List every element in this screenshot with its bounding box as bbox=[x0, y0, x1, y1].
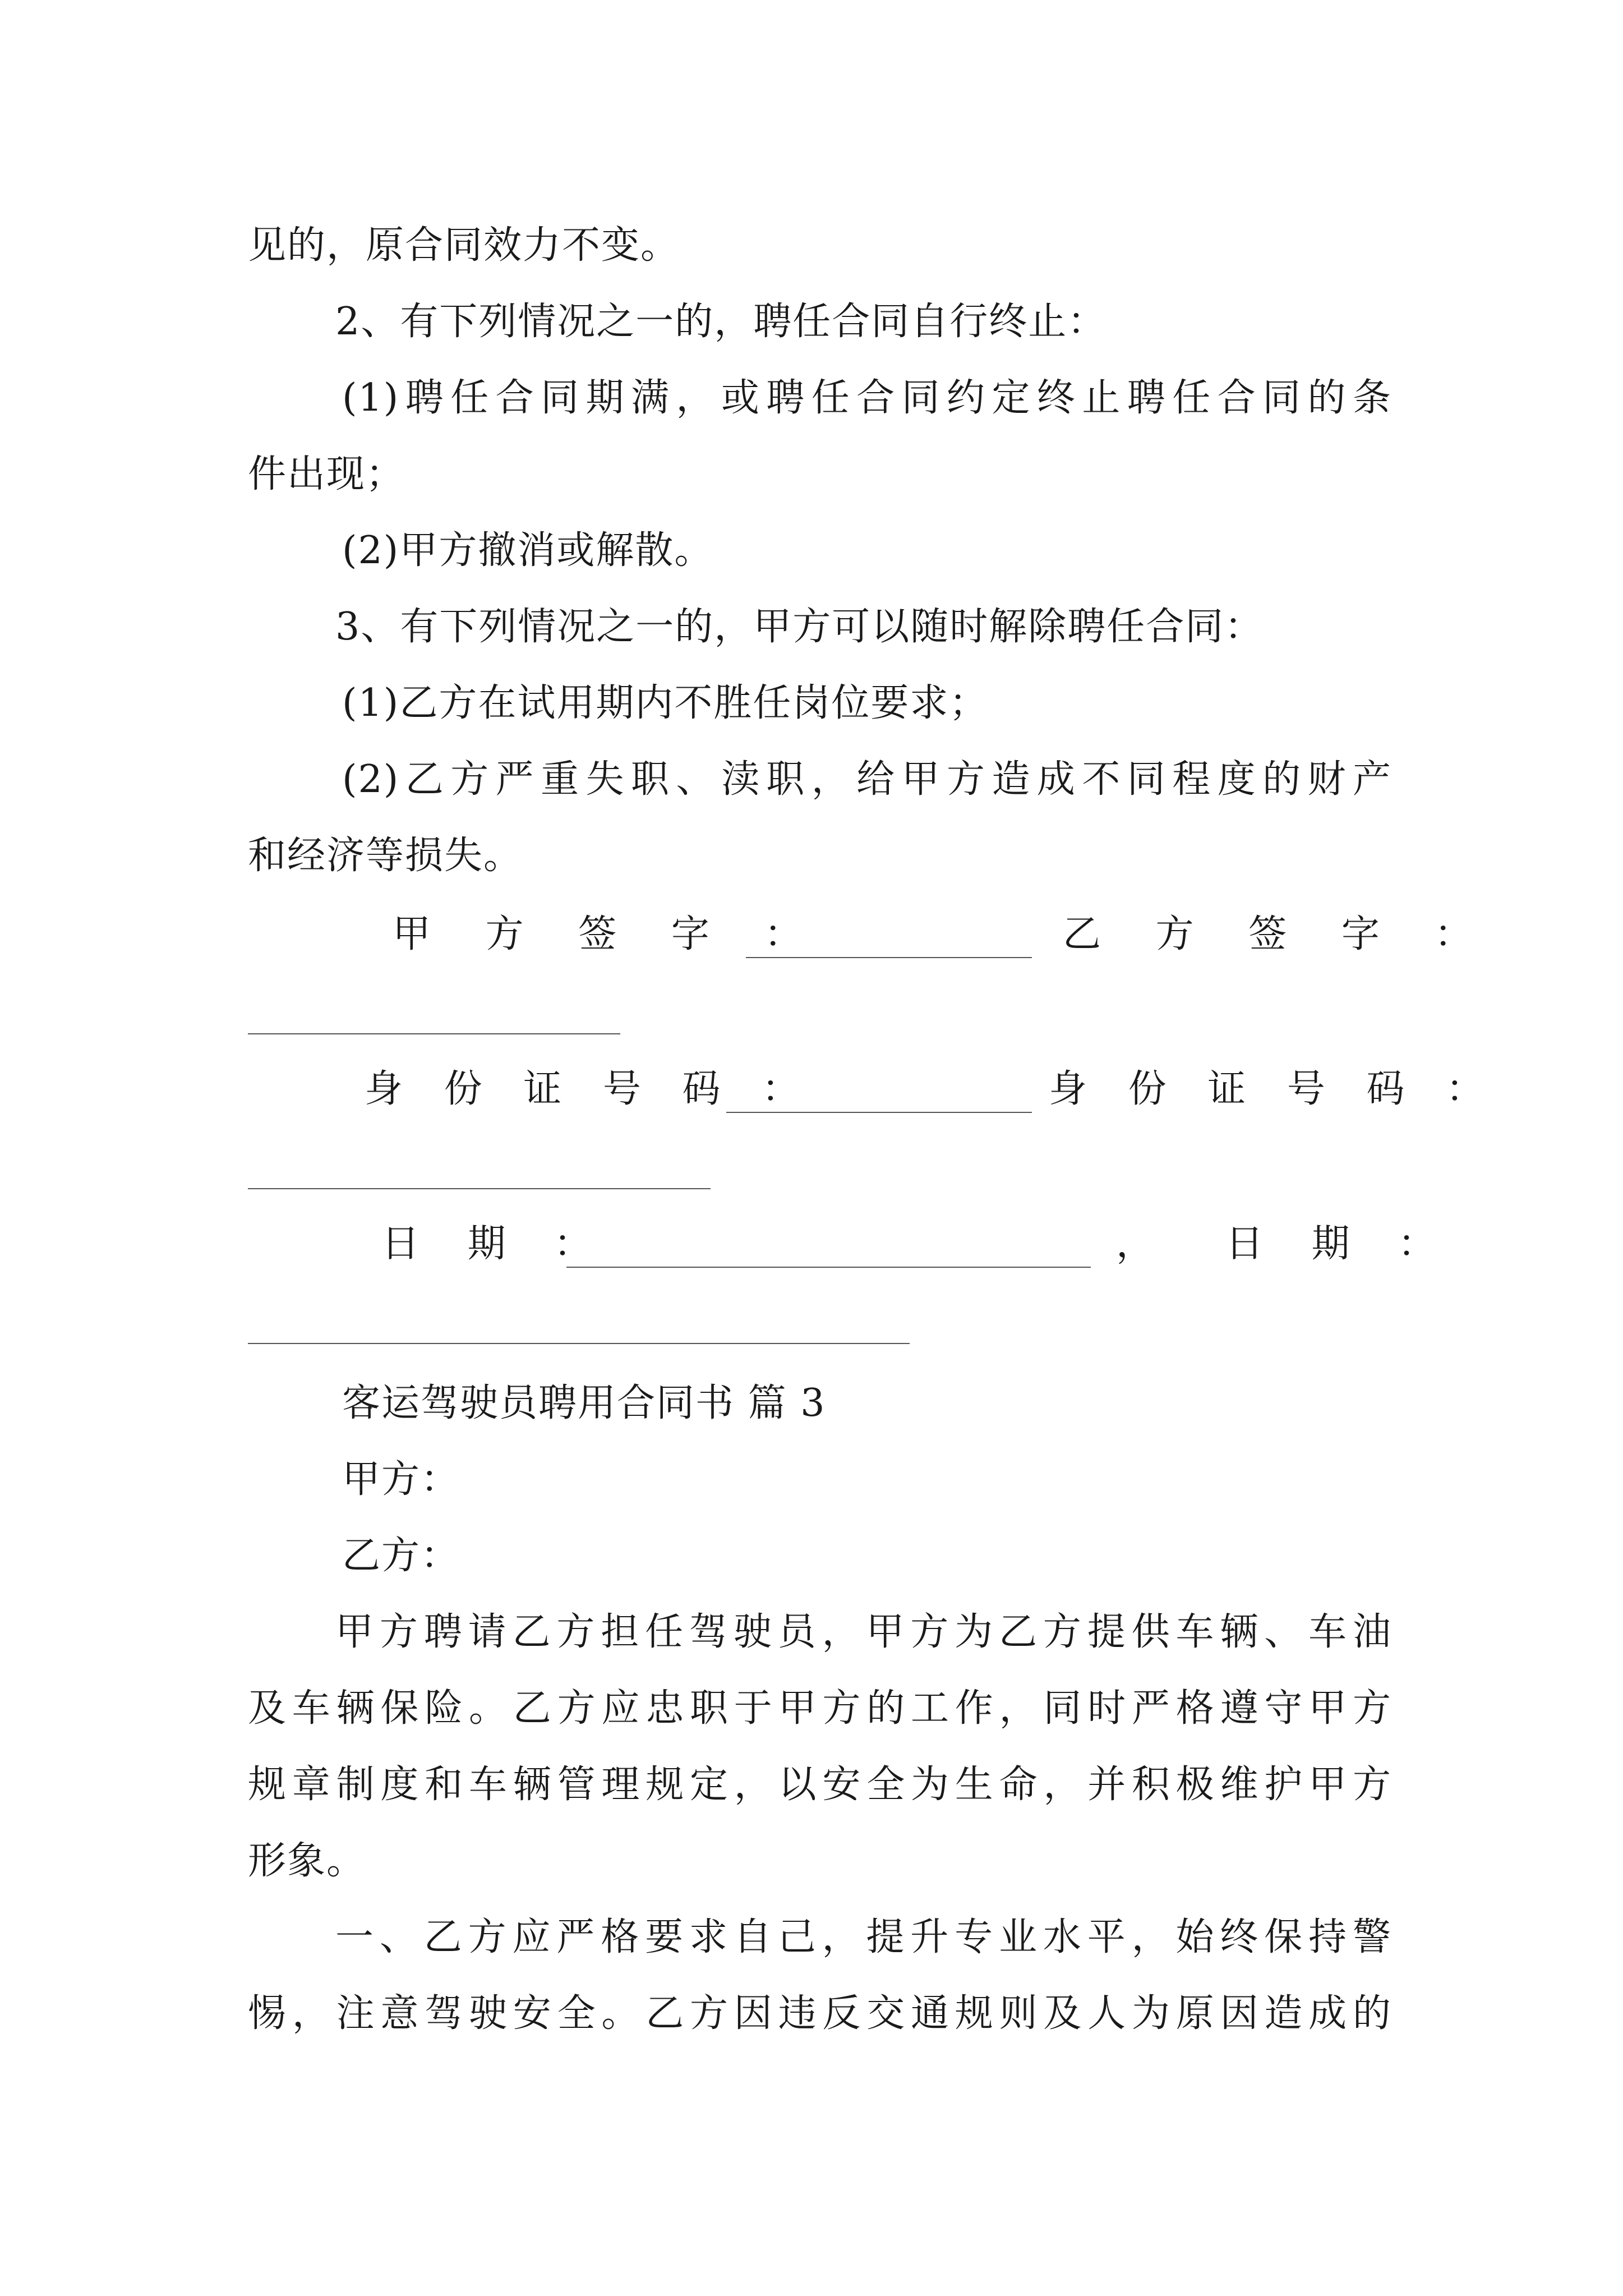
text-line: 规章制度和车辆管理规定，以安全为生命，并积极维护甲方 bbox=[248, 1763, 1392, 1807]
party-a-date-blank bbox=[566, 1267, 1091, 1268]
text-line: 见的，原合同效力不变。 bbox=[248, 223, 680, 268]
section-title: 客运驾驶员聘用合同书 篇 3 bbox=[342, 1381, 826, 1425]
party-b-signature-label: 乙 方 签 字 ： bbox=[1063, 912, 1494, 956]
text-line: 件出现； bbox=[248, 452, 405, 496]
text-line: (2)甲方撤消或解散。 bbox=[342, 528, 714, 573]
text-line: (1)乙方在试用期内不胜任岗位要求； bbox=[342, 681, 989, 725]
text-line: 甲方聘请乙方担任驾驶员，甲方为乙方提供车辆、车油 bbox=[335, 1610, 1392, 1654]
party-b-date-blank bbox=[248, 1343, 910, 1344]
party-b-date-label: 日 期 ： bbox=[1225, 1222, 1454, 1266]
text-line: (2)乙方严重失职、渎职，给甲方造成不同程度的财产 bbox=[342, 757, 1392, 802]
party-a-signature-label: 甲 方 签 字 ： bbox=[393, 912, 824, 956]
party-a-id-blank bbox=[726, 1112, 1032, 1113]
party-b-line: 乙方： bbox=[342, 1534, 460, 1578]
text-line: 和经济等损失。 bbox=[248, 834, 523, 878]
text-line: 惕，注意驾驶安全。乙方因违反交通规则及人为原因造成的 bbox=[248, 1991, 1392, 2036]
text-line: 3、有下列情况之一的，甲方可以随时解除聘任合同： bbox=[335, 605, 1264, 649]
party-a-line: 甲方： bbox=[342, 1457, 460, 1502]
party-a-date-label: 日 期 ： bbox=[381, 1222, 610, 1266]
party-b-signature-blank bbox=[248, 1033, 620, 1034]
text-line: (1)聘任合同期满，或聘任合同约定终止聘任合同的条 bbox=[342, 376, 1392, 420]
date-separator: ， bbox=[1116, 1222, 1155, 1266]
party-a-id-label: 身 份 证 号 码 ： bbox=[365, 1067, 815, 1111]
party-a-signature-blank bbox=[746, 957, 1032, 958]
text-line: 及车辆保险。乙方应忠职于甲方的工作，同时严格遵守甲方 bbox=[248, 1686, 1392, 1731]
party-b-id-blank bbox=[248, 1188, 711, 1189]
party-b-id-label: 身 份 证 号 码 ： bbox=[1049, 1067, 1499, 1111]
text-line: 2、有下列情况之一的，聘任合同自行终止： bbox=[335, 300, 1107, 344]
text-line: 形象。 bbox=[248, 1839, 366, 1883]
text-line: 一、乙方应严格要求自己，提升专业水平，始终保持警 bbox=[335, 1915, 1392, 1959]
